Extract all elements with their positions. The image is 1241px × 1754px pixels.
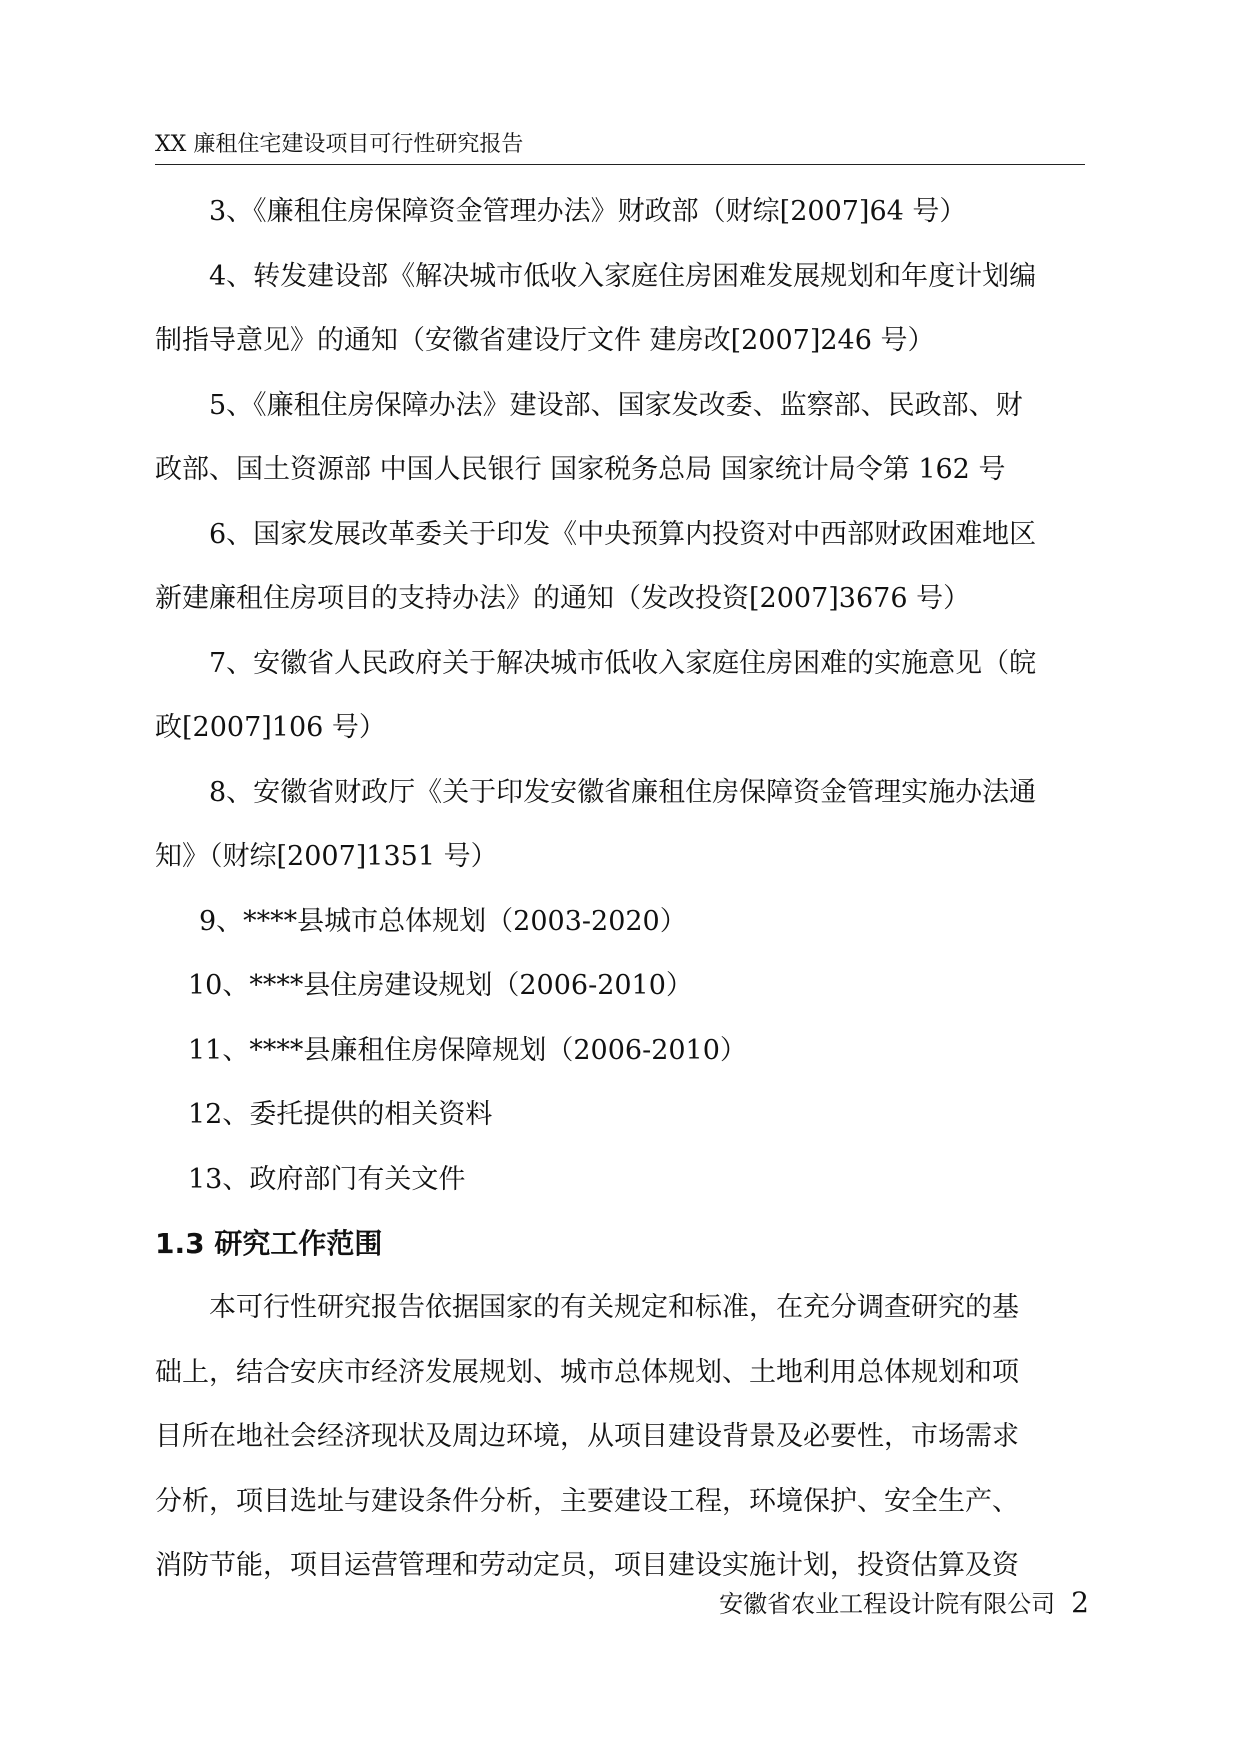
- basis-item-11: 11、****县廉租住房保障规划（2006-2010）: [188, 1034, 747, 1066]
- basis-item-6-line-2: 新建廉租住房项目的支持办法》的通知（发改投资[2007]3676 号）: [155, 583, 971, 614]
- basis-item-8-line-1: 8、安徽省财政厅《关于印发安徽省廉租住房保障资金管理实施办法通: [209, 776, 1037, 808]
- basis-item-13: 13、政府部门有关文件: [188, 1163, 466, 1195]
- page-footer: [719, 1588, 1089, 1619]
- basis-item-5-line-2: 政部、国土资源部 中国人民银行 国家税务总局 国家统计局令第 162 号: [155, 454, 1006, 485]
- basis-item-12: 12、委托提供的相关资料: [188, 1099, 493, 1130]
- basis-item-6-line-1: 6、国家发展改革委关于印发《中央预算内投资对中西部财政困难地区: [209, 518, 1037, 550]
- header-rule: [155, 164, 1085, 165]
- scope-paragraph-line-4: 分析，项目选址与建设条件分析，主要建设工程，环境保护、安全生产、: [155, 1485, 1019, 1517]
- scope-paragraph-line-3: 目所在地社会经济现状及周边环境，从项目建设背景及必要性，市场需求: [155, 1421, 1019, 1452]
- basis-item-10: 10、****县住房建设规划（2006-2010）: [188, 970, 693, 1001]
- basis-item-4-line-2: 制指导意见》的通知（安徽省建设厅文件 建房改[2007]246 号）: [155, 325, 935, 356]
- scope-paragraph-line-2: 础上，结合安庆市经济发展规划、城市总体规划、土地利用总体规划和项: [155, 1356, 1019, 1388]
- basis-item-7-line-1: 7、安徽省人民政府关于解决城市低收入家庭住房困难的实施意见（皖: [209, 647, 1037, 679]
- footer-company: 安徽省农业工程设计院有限公司: [719, 1590, 1056, 1618]
- running-header: XX 廉租住宅建设项目可行性研究报告: [155, 132, 524, 157]
- section-heading: 1.3 研究工作范围: [155, 1227, 383, 1260]
- basis-item-7-line-2: 政[2007]106 号）: [155, 712, 386, 743]
- basis-item-8-line-2: 知》（财综[2007]1351 号）: [155, 841, 498, 872]
- page-number: 2: [1071, 1586, 1089, 1619]
- basis-item-4-line-1: 4、转发建设部《解决城市低收入家庭住房困难发展规划和年度计划编: [209, 260, 1037, 292]
- basis-item-3: 3、《廉租住房保障资金管理办法》财政部（财综[2007]64 号）: [209, 196, 967, 227]
- basis-item-9: 9、****县城市总体规划（2003-2020）: [199, 905, 687, 937]
- scope-paragraph-line-5: 消防节能，项目运营管理和劳动定员，项目建设实施计划，投资估算及资: [155, 1550, 1019, 1581]
- scope-paragraph-line-1: 本可行性研究报告依据国家的有关规定和标准，在充分调查研究的基: [209, 1292, 1019, 1323]
- document-body: [155, 180, 1085, 1599]
- basis-item-5-line-1: 5、《廉租住房保障办法》建设部、国家发改委、监察部、民政部、财: [209, 389, 1023, 421]
